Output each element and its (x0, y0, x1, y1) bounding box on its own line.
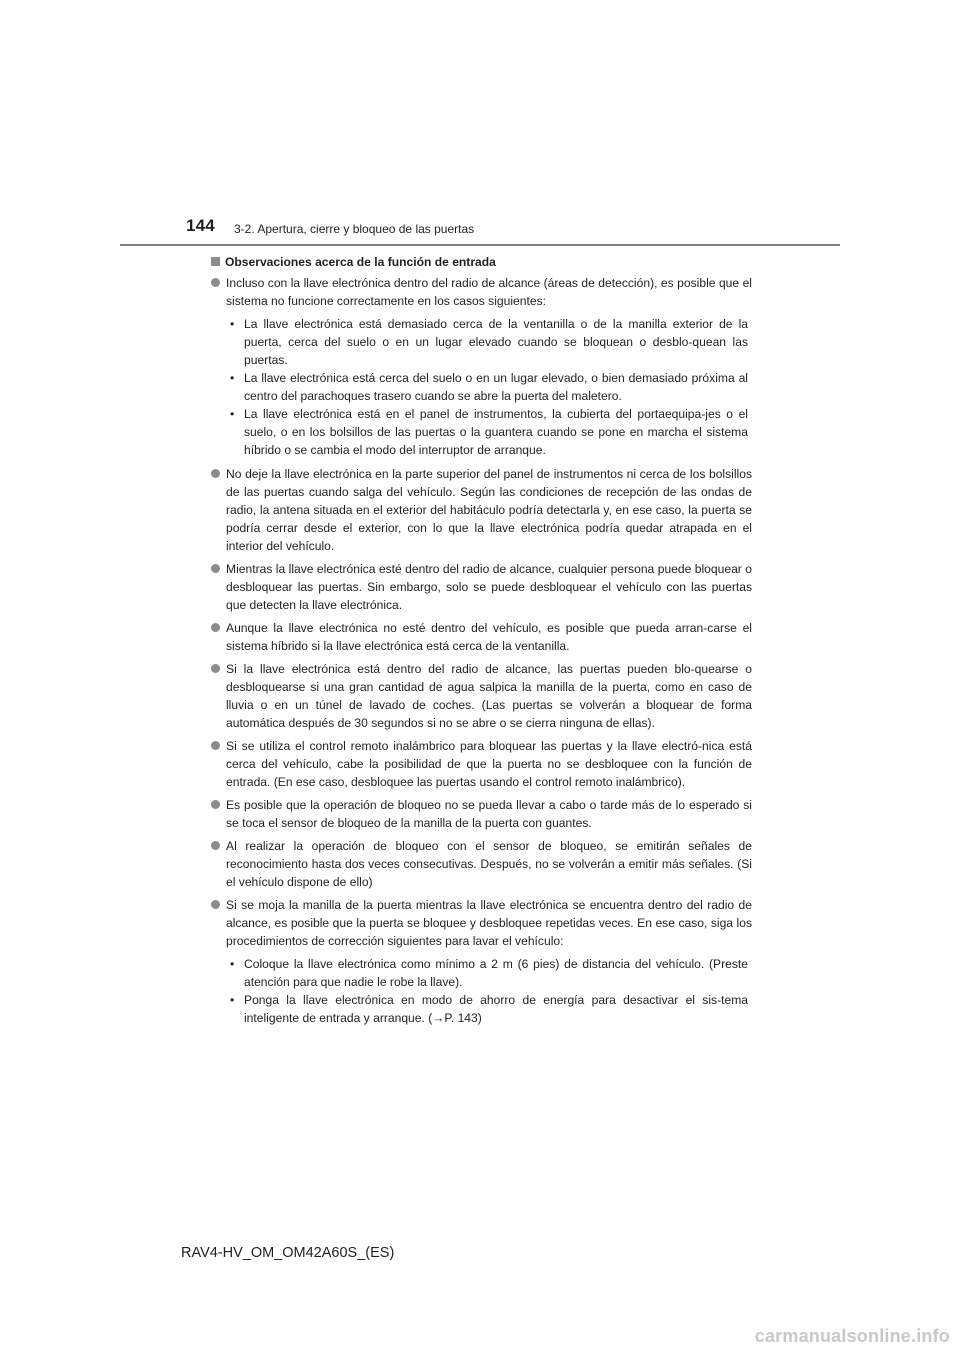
list-item (211, 796, 752, 832)
list-item-body (226, 465, 752, 555)
square-bullet-icon (211, 257, 220, 266)
list-item-text: Si la llave electrónica está dentro del radio de alcance, las puertas pueden blo-quearse o desbloquearse si una gran cantidad de agua salpica la manilla de la puerta, como en caso de lluvia o en un túnel de lavado de coches. (Las puertas se volverán a bloquear de forma automática después de 30 segundos si no se abre o se cierra ninguna de ellas). (226, 662, 752, 730)
list-item-text: Si se utiliza el control remoto inalámbrico para bloquear las puertas y la llave electró-nica está cerca del vehículo, cabe la posibilidad de que la puerta no se desbloquee con la función de entrada. (En ese caso, desbloquee las puertas usando el control remoto inalámbrico). (226, 739, 752, 789)
list-item-body (226, 796, 752, 832)
circle-bullet-icon (211, 800, 220, 809)
circle-bullet-icon (211, 741, 220, 750)
section-heading-text: Observaciones acerca de la función de entrada (225, 255, 496, 269)
sub-list (226, 955, 752, 1027)
sub-list-item-text: La llave electrónica está cerca del suelo o en un lugar elevado, o bien demasiado próxima al centro del parachoques trasero cuando se abre la puerta del maletero. (244, 371, 748, 403)
page-number: 144 (186, 216, 215, 235)
list-item (211, 619, 752, 655)
list-item-text: Incluso con la llave electrónica dentro del radio de alcance (áreas de detección), es posible que el sistema no funcione correctamente en los casos siguientes: (226, 276, 752, 308)
list-item (211, 660, 752, 732)
list-item (211, 896, 752, 1027)
list-item-text: No deje la llave electrónica en la parte superior del panel de instrumentos ni cerca de los bolsillos de las puertas cuando salga del vehículo. Según las condiciones de recepción de las ondas de radio, la antena situada en el exterior del habitáculo podría detectarla y, en ese caso, la puerta se podría cerrar desde el exterior, con lo que la llave electrónica podría quedar atrapada en el interior del vehículo. (226, 467, 752, 553)
list-item-body (226, 660, 752, 732)
list-item (211, 737, 752, 791)
watermark: carmanualsonline.info (754, 1326, 950, 1346)
list-item-body (226, 837, 752, 891)
sub-list-item-text: Ponga la llave electrónica en modo de ahorro de energía para desactivar el sis-tema inteligente de entrada y arranque. (→P. 143) (244, 993, 748, 1025)
small-bullet-icon: • (230, 993, 235, 1007)
list-item-text: Es posible que la operación de bloqueo no se pueda llevar a cabo o tarde más de lo esperado si se toca el sensor de bloqueo de la manilla de la puerta con guantes. (226, 798, 752, 830)
list-item-body (226, 896, 752, 1027)
sub-list-item (230, 405, 748, 459)
section-title: 3-2. Apertura, cierre y bloqueo de las puertas (234, 222, 475, 236)
list-item-text: Si se moja la manilla de la puerta mientras la llave electrónica se encuentra dentro del radio de alcance, es posible que la puerta se bloquee y desbloquee repetidas veces. En ese caso, siga los procedimientos de corrección siguientes para lavar el vehículo: (226, 898, 752, 948)
observation-list (211, 274, 752, 1027)
small-bullet-icon: • (230, 317, 235, 331)
list-item (211, 274, 752, 459)
sub-list-item-text: La llave electrónica está demasiado cerca de la ventanilla o de la manilla exterior de la puerta, cerca del suelo o en un lugar elevado cuando se bloquean o desblo-quean las puertas. (244, 317, 748, 367)
list-item (211, 560, 752, 614)
circle-bullet-icon (211, 278, 220, 287)
list-item (211, 837, 752, 891)
circle-bullet-icon (211, 564, 220, 573)
document-code: RAV4-HV_OM_OM42A60S_(ES) (181, 1245, 395, 1261)
small-bullet-icon: • (230, 957, 235, 971)
small-bullet-icon: • (230, 407, 235, 421)
circle-bullet-icon (211, 841, 220, 850)
sub-list-item-text: La llave electrónica está en el panel de instrumentos, la cubierta del portaequipa-jes o el suelo, o en los bolsillos de las puertas o la guantera cuando se pone en marcha el sistema híbrido o se cambia el modo del interruptor de arranque. (244, 407, 748, 457)
circle-bullet-icon (211, 900, 220, 909)
sub-list-item (230, 991, 748, 1027)
page-content (211, 253, 752, 1032)
list-item (211, 465, 752, 555)
circle-bullet-icon (211, 623, 220, 632)
list-item-text: Mientras la llave electrónica esté dentro del radio de alcance, cualquier persona puede bloquear o desbloquear las puertas. Sin embargo, solo se puede desbloquear el vehículo con las puertas que detecten la llave electrónica. (226, 562, 752, 612)
list-item-text: Aunque la llave electrónica no esté dentro del vehículo, es posible que pueda arran-carse el sistema híbrido si la llave electrónica está cerca de la ventanilla. (226, 621, 752, 653)
header-rule (120, 244, 840, 246)
small-bullet-icon: • (230, 371, 235, 385)
list-item-body (226, 560, 752, 614)
sub-list-item (230, 315, 748, 369)
list-item-body (226, 274, 752, 459)
sub-list-item-text: Coloque la llave electrónica como mínimo a 2 m (6 pies) de distancia del vehículo. (Preste atención para que nadie le robe la llave). (244, 957, 748, 989)
list-item-body (226, 619, 752, 655)
circle-bullet-icon (211, 469, 220, 478)
sub-list-item (230, 369, 748, 405)
circle-bullet-icon (211, 664, 220, 673)
list-item-body (226, 737, 752, 791)
section-heading (211, 253, 752, 271)
sub-list-item (230, 955, 748, 991)
sub-list (226, 315, 752, 459)
list-item-text: Al realizar la operación de bloqueo con el sensor de bloqueo, se emitirán señales de reconocimiento hasta dos veces consecutivas. Después, no se volverán a emitir más señales. (Si el vehículo dispone de ello) (226, 839, 752, 889)
